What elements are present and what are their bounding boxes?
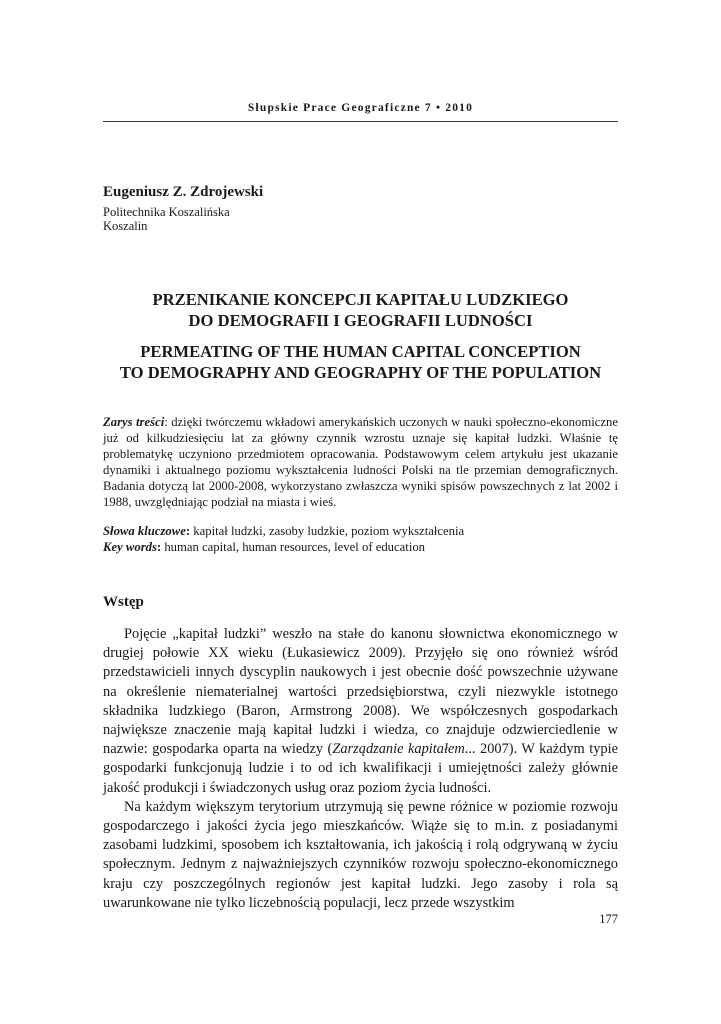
- body-paragraph-1-part-a: Pojęcie „kapitał ludzki” weszło na stałe do kanonu słownictwa ekonomicznego w drugiej połowie XX wieku (Łukasiewicz 2009). Przyjęło się ono również wśród przedstawicieli innych dyscyplin naukowych i jest obecnie dość powszechnie używane na określenie niematerialnej wartości przedsiębiorstwa, czyli niezwykle istotnego składnika ludzkiego (Baron, Armstrong 2008). We współczesnych gospodarkach największe znaczenie mają kapitał ludzki i wiedza, co znajduje odzwierciedlenie w nazwie: gospodarka oparta na wiedzy (: [103, 626, 618, 758]
- title-english-line-1: PERMEATING OF THE HUMAN CAPITAL CONCEPTION: [140, 342, 581, 361]
- title-polish-line-2: DO DEMOGRAFII I GEOGRAFII LUDNOŚCI: [188, 311, 533, 330]
- page-number: 177: [599, 912, 618, 926]
- abstract-separator: :: [164, 415, 172, 429]
- abstract-paragraph: [103, 414, 618, 510]
- keywords-english-text: human capital, human resources, level of education: [164, 540, 426, 554]
- title-english: [70, 341, 651, 383]
- running-header: Słupskie Prace Geograficzne 7 • 2010: [247, 102, 474, 114]
- abstract: [103, 414, 618, 510]
- author-affiliation: Politechnika Koszalińska: [103, 205, 230, 219]
- keywords-polish-text: kapitał ludzki, zasoby ludzkie, poziom wykształcenia: [193, 524, 465, 538]
- section-heading: Wstęp: [103, 594, 144, 610]
- header-rule: [103, 121, 618, 122]
- abstract-text: dzięki twórczemu wkładowi amerykańskich uczonych w nauki społeczno-ekonomiczne już od kilkudziesięciu lat za główny czynnik wzrostu uznaje się kapitał ludzki. Właśnie tę problematykę uczyniono przedmiotem opracowania. Podstawowym celem artykułu jest ukazanie dynamiki i aktualnego poziomu wykształcenia ludności Polski na tle przemian demograficznych. Badania dotyczą lat 2000-2008, wykorzystano zwłaszcza wyniki spisów powszechnych z lat 2002 i 1988, uwzględniając podział na miasta i wieś.: [103, 415, 618, 509]
- keywords-english: Key words: human capital, human resources, level of education: [103, 540, 426, 554]
- keywords-english-label: Key words: [103, 540, 157, 554]
- body-paragraph-1-part-b: ... 2007). W każdym typie gospodarki funkcjonują ludzie i to od ich kwalifikacji i umiejętności zależy głównie jakość produkcji i świadczonych usług oraz poziom życia ludności.: [103, 741, 618, 796]
- body-text: [103, 625, 618, 913]
- title-polish-line-1: PRZENIKANIE KONCEPCJI KAPITAŁU LUDZKIEGO: [152, 290, 569, 309]
- author-name: Eugeniusz Z. Zdrojewski: [103, 184, 264, 200]
- body-paragraph-1: [103, 625, 618, 798]
- body-paragraph-2: Na każdym większym terytorium utrzymują się pewne różnice w poziomie rozwoju gospodarczego i jakości życia jego mieszkańców. Wiąże się to m.in. z posiadanymi zasobami ludzkimi, sposobem ich kształtowania, ich jakością i rolą odgrywaną w życiu społecznym. Jednym z najważniejszych czynników rozwoju społeczno-ekonomicznego kraju czy poszczególnych regionów jest kapitał ludzki. Jego zasoby i rola są uwarunkowane nie tylko liczebnością populacji, lecz przede wszystkim: [103, 798, 618, 911]
- author-city: Koszalin: [103, 219, 148, 233]
- body-paragraph-1-italic: Zarządzanie kapitałem: [332, 741, 465, 758]
- keywords-polish-label: Słowa kluczowe: [103, 524, 186, 538]
- title-polish: [70, 289, 651, 331]
- abstract-label: Zarys treści: [103, 415, 165, 429]
- keywords-polish: Słowa kluczowe: kapitał ludzki, zasoby ludzkie, poziom wykształcenia: [103, 524, 465, 538]
- keywords-block: [103, 523, 618, 555]
- title-english-line-2: TO DEMOGRAPHY AND GEOGRAPHY OF THE POPULATION: [119, 363, 602, 382]
